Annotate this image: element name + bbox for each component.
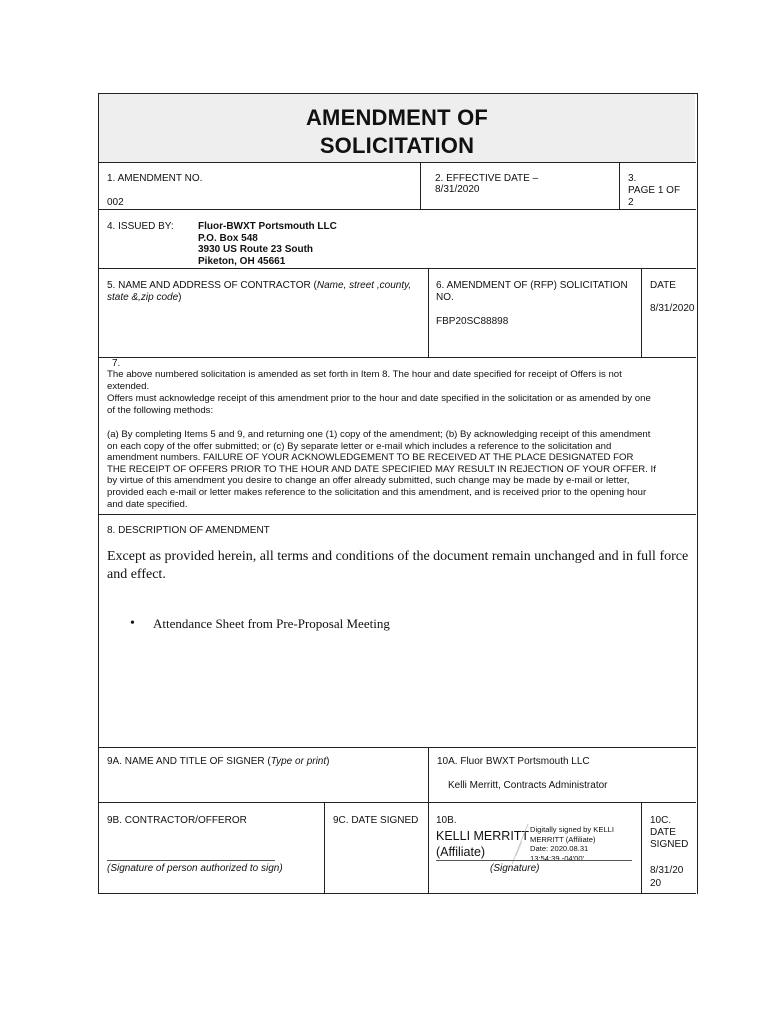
bullet-icon: • <box>130 616 135 631</box>
divider-6-date <box>641 268 642 357</box>
box7-paragraph-1 <box>107 369 689 392</box>
digital-signature-line: 13:54:39 -04'00' <box>530 853 584 863</box>
contractor-label-close: ) <box>178 292 182 303</box>
contractor-signature-label: (Signature of person authorized to sign) <box>107 863 283 874</box>
digital-signature-line: MERRITT (Affiliate) <box>530 834 596 844</box>
box7-p1-line: extended. <box>107 380 150 392</box>
rule-below-title <box>98 162 696 163</box>
box7-p2-line: Offers must acknowledge receipt of this amendment prior to the hour and date specified in the solicitation or as amended by one <box>107 393 651 404</box>
rule-below-box8 <box>98 747 696 748</box>
issuer-po-box: P.O. Box 548 <box>198 233 258 244</box>
title-line-1: AMENDMENT OF <box>305 105 489 130</box>
issuer-street: 3930 US Route 23 South <box>198 244 314 255</box>
fluor-signer-label: 10A. Fluor BWXT Portsmouth LLC <box>437 756 590 767</box>
date-value: 8/31/2020 <box>650 303 695 314</box>
divider-1-2 <box>420 162 421 209</box>
box7-p3-line: and date specified. <box>107 498 188 510</box>
effective-date-value: 8/31/2020 <box>435 184 480 195</box>
box7-p3-line: by virtue of this amendment you desire to change an offer already submitted, such change may be made by e-mail or letter, <box>107 475 630 487</box>
date-signed-label: 9C. DATE SIGNED <box>333 815 419 826</box>
box7-p3-line: provided each e-mail or letter makes reference to the solicitation and this amendment, and is received prior to the opening hour <box>107 486 647 498</box>
digital-signature-details <box>530 825 614 863</box>
description-item: Attendance Sheet from Pre-Proposal Meeting <box>153 616 390 631</box>
box7-label: 7. <box>112 358 121 369</box>
title-line-2: SOLICITATION <box>319 133 475 158</box>
fluor-signature-caption: (Signature) <box>490 863 540 874</box>
effective-date-label: 2. EFFECTIVE DATE – <box>435 173 539 184</box>
digital-signer-name: KELLI MERRITT <box>436 829 530 843</box>
fluor-signature-label: 10B. <box>436 815 457 826</box>
date-signed-10c-value-2: 20 <box>650 878 662 889</box>
solicitation-label: 6. AMENDMENT OF (RFP) SOLICITATION <box>436 280 628 291</box>
signer-name-label-close: ) <box>326 756 330 767</box>
date-signed-10c-value: 8/31/20 <box>650 865 684 876</box>
date-label: DATE <box>650 280 676 291</box>
contractor-label-italic: Name, street ,county, <box>316 280 412 291</box>
contractor-label-italic-2: state &,zip code <box>107 292 179 303</box>
digital-signature-line: Digitally signed by KELLI <box>530 825 614 834</box>
date-signed-10c-label-2: DATE <box>650 827 676 838</box>
page-total: 2 <box>628 197 634 208</box>
page-label: 3. <box>628 173 637 184</box>
solicitation-label-no: NO. <box>436 292 454 303</box>
date-signed-10c-label: 10C. <box>650 815 672 826</box>
contractor-signature-line <box>107 860 275 861</box>
fluor-signature-line <box>436 860 632 861</box>
digital-signer-affiliation: (Affiliate) <box>436 845 486 859</box>
digital-signature-line: Date: 2020.08.31 <box>530 844 589 853</box>
amendment-no-value: 002 <box>107 197 124 208</box>
box7-p1-line: The above numbered solicitation is amended as set forth in Item 8. The hour and date specified for receipt of Offers is not <box>107 369 622 380</box>
divider-9b-9c <box>324 802 325 893</box>
fluor-signer-name: Kelli Merritt, Contracts Administrator <box>448 780 608 791</box>
rule-bottom <box>98 893 696 894</box>
box7-p2-line: of the following methods: <box>107 404 214 416</box>
divider-10b-10c <box>641 802 642 893</box>
contractor-label-text: 5. NAME AND ADDRESS OF CONTRACTOR ( <box>107 280 317 291</box>
box7-paragraph-2 <box>107 393 689 416</box>
signer-name-label <box>107 756 329 768</box>
box7-p3-line: amendment numbers. FAILURE OF YOUR ACKNOWLEDGEMENT TO BE RECEIVED AT THE PLACE DESIGNATED FOR <box>107 452 634 464</box>
box7-p3-line: on each copy of the offer submitted; or (c) By separate letter or e-mail which includes a reference to the solicitation and <box>107 440 612 452</box>
box7-p3-line: (a) By completing Items 5 and 9, and returning one (1) copy of the amendment; (b) By acknowledging receipt of this amendment <box>107 429 651 440</box>
rule-below-row9a <box>98 802 696 803</box>
date-signed-10c-label-3: SIGNED <box>650 839 689 850</box>
issued-by-label: 4. ISSUED BY: <box>107 221 174 232</box>
box7-p3-line: THE RECEIPT OF OFFERS PRIOR TO THE HOUR AND DATE SPECIFIED MAY RESULT IN REJECTION OF YOUR OFFER. If <box>107 463 656 475</box>
box7-paragraph-3 <box>107 429 689 510</box>
rule-below-box7 <box>98 514 696 515</box>
solicitation-number: FBP20SC88898 <box>436 316 509 327</box>
contractor-label <box>107 280 411 292</box>
issuer-name: Fluor-BWXT Portsmouth LLC <box>198 221 337 232</box>
rule-below-row5 <box>98 357 696 358</box>
divider-9-10 <box>428 747 429 893</box>
description-label: 8. DESCRIPTION OF AMENDMENT <box>107 525 270 536</box>
rule-below-row1 <box>98 209 696 210</box>
signer-name-label-text: 9A. NAME AND TITLE OF SIGNER ( <box>107 756 271 767</box>
amendment-no-label: 1. AMENDMENT NO. <box>107 173 203 184</box>
divider-2-3 <box>619 162 620 209</box>
rule-below-issued-by <box>98 268 696 269</box>
divider-5-6 <box>428 268 429 357</box>
page-of-label: PAGE 1 OF <box>628 185 681 196</box>
issuer-city: Piketon, OH 45661 <box>198 256 286 267</box>
contractor-offeror-label: 9B. CONTRACTOR/OFFEROR <box>107 815 247 826</box>
contractor-label-2 <box>107 292 182 304</box>
description-text-line-1: Except as provided herein, all terms and conditions of the document remain unchanged and in full force <box>107 549 689 564</box>
form-title <box>99 94 695 162</box>
signer-name-label-italic: Type or print <box>270 756 327 767</box>
description-text-line-2: and effect. <box>107 567 166 582</box>
